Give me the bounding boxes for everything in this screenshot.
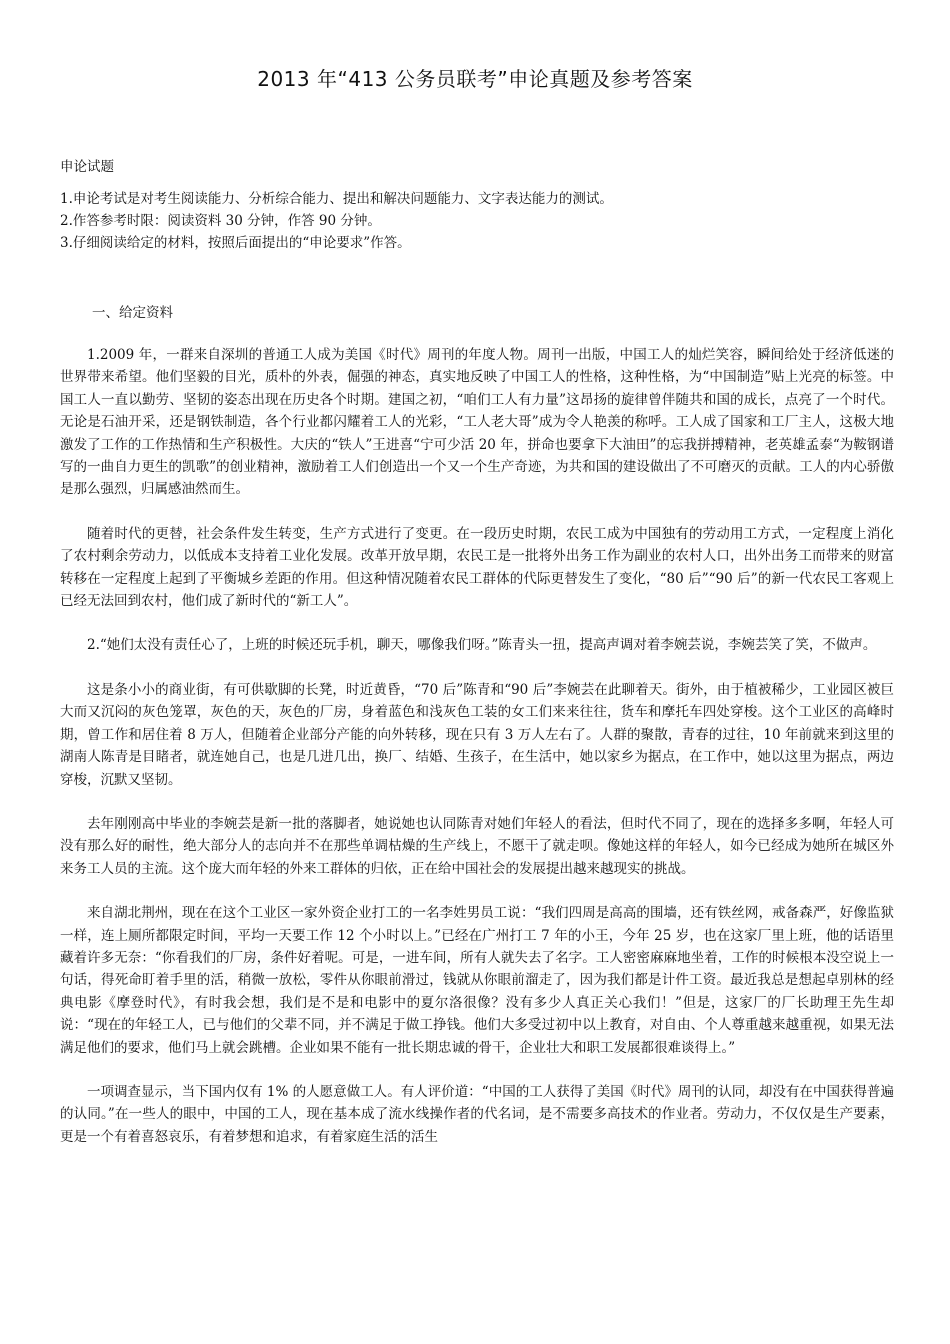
paragraph: 2.“她们太没有责任心了，上班的时候还玩手机，聊天，哪像我们呀。”陈青头一扭，提高声调对着李婉芸说，李婉芸笑了笑，不做声。 xyxy=(87,637,877,654)
paragraph: 去年刚刚高中毕业的李婉芸是新一批的落脚者，她说她也认同陈青对她们年轻人的看法，但时代不同了，现在的选择多多啊，年轻人可没有那么好的耐性，绝大部分人的志向并不在那些单调枯燥的生产线上，不愿干了就走呗。像她这样的年轻人，如今已经成为她所在城区外来务工人员的主流。这个庞大而年轻的外来工群体的归依，正在给中国社会的发展提出越来越现实的挑战。 xyxy=(60,815,894,877)
instruction-item: 2.作答参考时限：阅读资料 30 分钟，作答 90 分钟。 xyxy=(60,213,381,229)
paragraph: 这是条小小的商业街，有可供歇脚的长凳，时近黄昏，“70 后”陈青和“90 后”李婉芸在此聊着天。街外，由于植被稀少，工业园区被巨大而又沉闷的灰色笼罩，灰色的天，灰色的厂房，身着蓝色和浅灰色工装的女工们来来往往，货车和摩托车四处穿梭。这个工业区的高峰时期，曾工作和居住着 8 万人，但随着企业部分产能的向外转移，现在只有 3 万人左右了。人群的聚散，青春的过往，10 年前就来到这里的湖南人陈青是目睹者，就连她自己，也是几进几出，换厂、结婚、生孩子，在生活中，她以家乡为据点，在工作中，她以这里为据点，两边穿梭，沉默又坚韧。 xyxy=(60,681,894,788)
paragraph: 来自湖北荆州，现在在这个工业区一家外资企业打工的一名李姓男员工说：“我们四周是高高的围墙，还有铁丝网，戒备森严，好像监狱一样，连上厕所都限定时间，平均一天要工作 12 个小时以上。”已经在广州打工 7 年的小王，今年 25 岁，也在这家厂里上班，他的话语里藏着许多无奈：“你看我们的厂房，条件好着呢。可是，一进车间，所有人就失去了名字。工人密密麻麻地坐着，工作的时候根本没空说上一句话，得死命盯着手里的活，稍微一放松，零件从你眼前滑过，钱就从你眼前溜走了，因为我们都是计件工资。最近我总是想起卓别林的经典电影《摩登时代》，有时我会想，我们是不是和电影中的夏尔洛很像？没有多少人真正关心我们！”但是，这家厂的厂长助理王先生却说：“现在的年轻工人，已与他们的父辈不同，并不满足于做工挣钱。他们大多受过初中以上教育，对自由、个人尊重越来越重视，如果无法满足他们的要求，他们马上就会跳槽。企业如果不能有一批长期忠诚的骨干，企业壮大和职工发展都很难谈得上。” xyxy=(60,905,894,1056)
section-label: 申论试题 xyxy=(60,159,114,175)
instruction-item: 3.仔细阅读给定的材料，按照后面提出的“申论要求”作答。 xyxy=(60,235,411,251)
document-title: 2013 年“413 公务员联考”申论真题及参考答案 xyxy=(257,67,693,91)
material-heading: 一、给定资料 xyxy=(92,305,173,321)
instruction-item: 1.申论考试是对考生阅读能力、分析综合能力、提出和解决问题能力、文字表达能力的测试。 xyxy=(60,191,613,207)
paragraph: 一项调查显示，当下国内仅有 1% 的人愿意做工人。有人评价道：“中国的工人获得了美国《时代》周刊的认同，却没有在中国获得普遍的认同。”在一些人的眼中，中国的工人，现在基本成了流水线操作者的代名词，是不需要多高技术的作业者。劳动力，不仅仅是生产要素，更是一个有着喜怒哀乐，有着梦想和追求，有着家庭生活的活生 xyxy=(60,1083,894,1145)
instructions-list xyxy=(60,188,900,254)
paragraph: 随着时代的更替，社会条件发生转变，生产方式进行了变更。在一段历史时期，农民工成为中国独有的劳动用工方式，一定程度上消化了农村剩余劳动力，以低成本支持着工业化发展。改革开放早期，农民工是一批将外出务工作为副业的农村人口，出外出务工而带来的财富转移在一定程度上起到了平衡城乡差距的作用。但这种情况随着农民工群体的代际更替发生了变化，“80 后”“90 后”的新一代农民工客观上已经无法回到农村，他们成了新时代的“新工人”。 xyxy=(60,525,894,610)
paragraph: 1.2009 年，一群来自深圳的普通工人成为美国《时代》周刊的年度人物。周刊一出版，中国工人的灿烂笑容，瞬间给处于经济低迷的世界带来希望。他们坚毅的目光，质朴的外表，倔强的神态，真实地反映了中国工人的性格，这种性格，为“中国制造”贴上光亮的标签。中国工人一直以勤劳、坚韧的姿态出现在历史各个时期。建国之初，“咱们工人有力量”这昂扬的旋律曾伴随共和国的成长，点亮了一个时代。无论是石油开采，还是钢铁制造，各个行业都闪耀着工人的光彩，“工人老大哥”成为令人艳羡的称呼。工人成了国家和工厂主人，这极大地激发了工作的工作热情和生产积极性。大庆的“铁人”王进喜“宁可少活 20 年，拼命也要拿下大油田”的忘我拼搏精神，老英雄孟泰“为鞍钢谱写的一曲自力更生的凯歌”的创业精神，激励着工人们创造出一个又一个生产奇迹，为共和国的建设做出了不可磨灭的贡献。工人的内心骄傲是那么强烈，归属感油然而生。 xyxy=(60,347,894,498)
document-body xyxy=(60,344,894,1170)
